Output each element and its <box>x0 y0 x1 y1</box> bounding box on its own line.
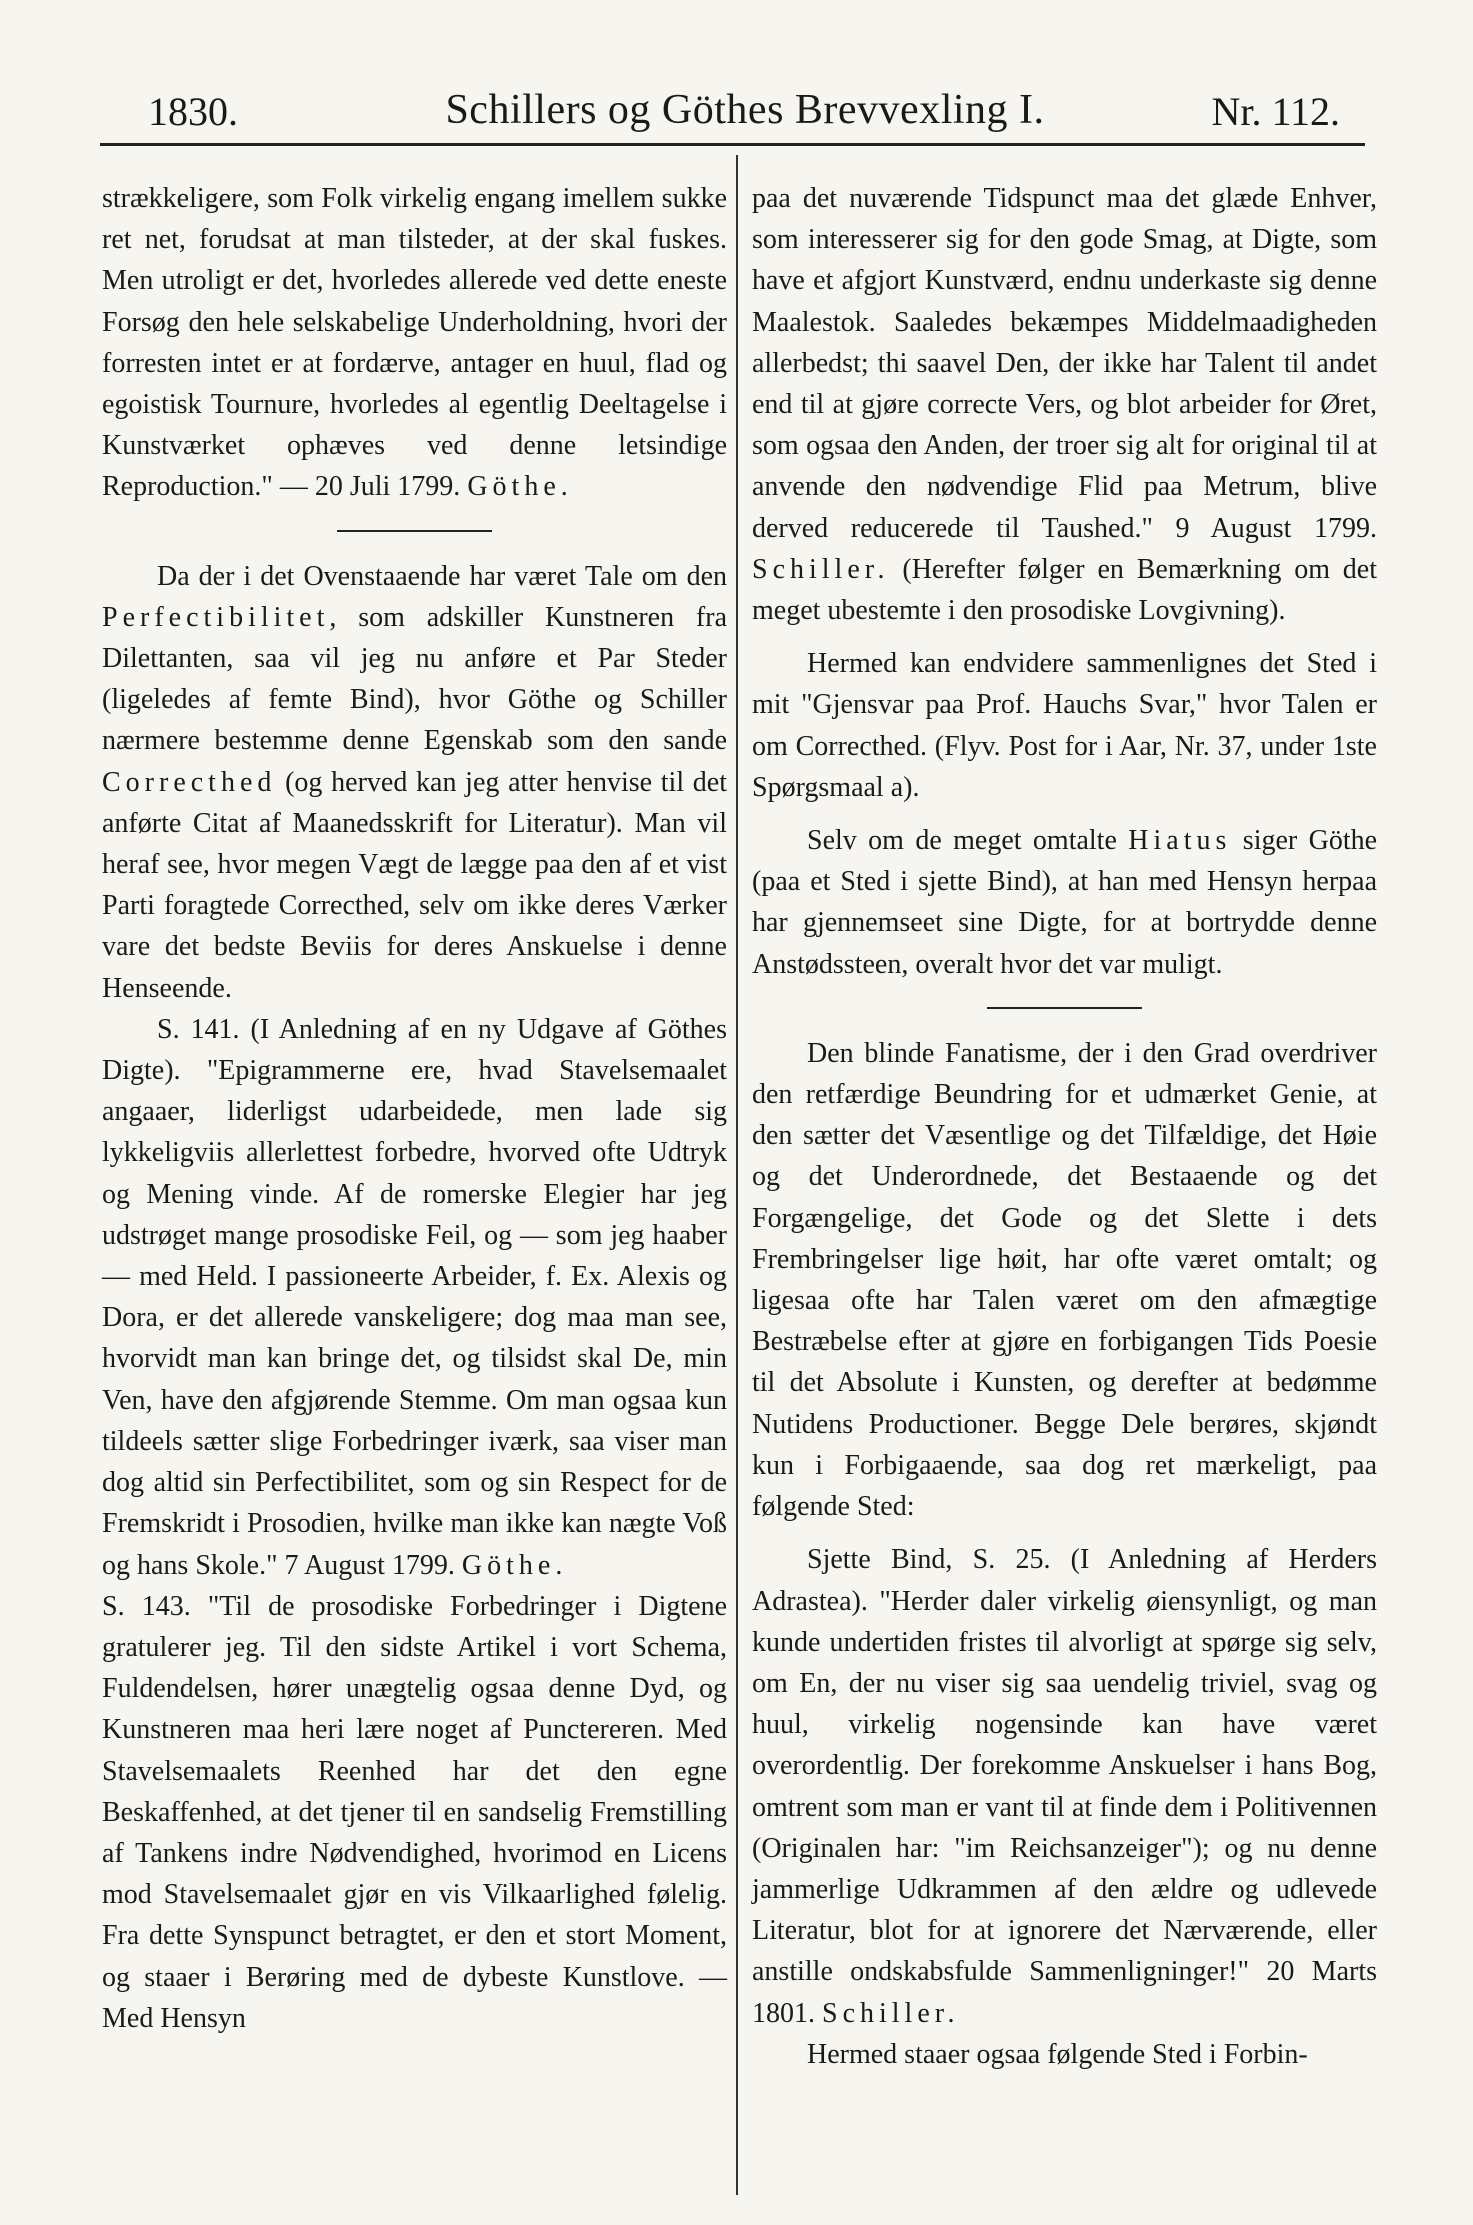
left-column <box>102 178 727 2039</box>
column-divider <box>736 155 738 2195</box>
paragraph-text: siger Göthe (paa et Sted i sjette Bind), at han med Hensyn herpaa har gjennemseet sine Digte, for at bortrydde denne Anstødssteen, overalt hvor det var muligt. <box>752 825 1378 980</box>
paragraph-text: (I Anledning af en ny Udgave af Göthes Digte). "Epigrammerne ere, hvad Stavelsemaalet angaaer, liderligst udarbeidede, men lade sig lykkeligviis allerlettest forbedre, hvorved ofte Udtryk og Mening vinde. Af de romerske Elegier har jeg udstrøget mange prosodiske Feil, og — som jeg haaber — med Held. I passioneerte Arbeider, f. Ex. Alexis og Dora, er det allerede vanskeligere; dog maa man see, hvorvidt man kan bringe det, og tilsidst skal De, min Ven, have den afgjørende Stemme. Om man ogsaa kun tildeels sætter slige Forbedringer iværk, saa viser man dog altid sin Perfectibilitet, som og sin Respect for de Fremskridt i Prosodien, hvilke man ikke kan nægte Voß og hans Skole." 7 August 1799. <box>102 1013 727 1581</box>
paragraph-text: (Herefter følger en Bemærkning om det meget ubestemte i den prosodiske Lovgivning). <box>752 553 1378 627</box>
paragraph-text: , som adskiller Kunstneren fra Dilettanten, saa vil jeg nu anføre et Par Steder (ligeledes af femte Bind), hvor Göthe og Schiller nærmere bestemme denne Egenskab som den sande <box>102 601 727 757</box>
paragraph <box>752 1539 1377 2033</box>
header-year: 1830. <box>148 89 238 134</box>
paragraph <box>102 556 727 1009</box>
signature: Schiller. <box>822 1997 960 2029</box>
paragraph-text: Da der i det Ovenstaaende har været Tale om den <box>157 560 727 592</box>
paragraph <box>102 178 727 508</box>
signature: Göthe. <box>467 471 573 503</box>
right-column <box>752 178 1377 2075</box>
paragraph-text: Selv om de meget omtalte <box>807 825 1117 857</box>
running-header <box>140 82 1350 142</box>
header-title: Schillers og Göthes Brevvexling I. <box>445 87 1045 133</box>
paragraph-text: (I Anledning af Herders Adrastea). "Herder daler virkelig øiensynligt, og man kunde undertiden fristes til alvorligt at spørge sig selv, om En, der nu viser sig saa uendelig triviel, svag og huul, virkelig nogensinde kan have været overordentlig. Der forekomme Anskuelser i hans Bog, omtrent som man er vant til at finde dem i Politivennen (Originalen har: "im Reichsanzeiger"); og nu denne jammerlige Udkrammen af den ældre og udlevede Literatur, blot for at ignorere det Nærværende, eller anstille ondskabsfulde Sammenligninger!" 20 Marts 1801. <box>752 1544 1378 2029</box>
section-separator <box>987 1007 1142 1009</box>
header-number: Nr. 112. <box>1211 89 1340 134</box>
paragraph-text: paa det nuværende Tidspunct maa det glæde Enhver, som interesserer sig for den gode Smag, at Digte, som have et afgjort Kunstværd, endnu underkaste sig denne Maalestok. Saaledes bekæmpes Middelmaadigheden allerbedst; thi saavel Den, der ikke har Talent til andet end til at gjøre correcte Vers, og blot arbeider for Øret, som ogsaa den Anden, der troer sig alt for original til at anvende den nødvendige Flid paa Metrum, blive derved reducerede til Taushed." 9 August 1799. <box>752 183 1377 544</box>
paragraph <box>102 1009 727 1586</box>
paragraph-text: strækkeligere, som Folk virkelig engang imellem sukke ret net, forudsat at man tilsteder, at der skal fuskes. Men utroligt er det, hvorledes allerede ved dette eneste Forsøg den hele selskabelige Underholdning, hvori der forresten intet er at fordærve, antager en huul, flad og egoistisk Tournure, hvorledes al egentlig Deeltagelse i Kunstværket ophæves ved denne letsindige Reproduction." — 20 Juli 1799. <box>102 183 727 503</box>
paragraph <box>752 643 1377 808</box>
paragraph-text: Den blinde Fanatisme, der i den Grad overdriver den retfærdige Beundring for et udmærket Genie, at den sætter det Væsentlige og det Tilfældige, det Høie og det Underordnede, det Bestaaende og det Forgængelige, det Gode og det Slette i dets Frembringelser lige høit, har ofte været omtalt; og ligesaa ofte har Talen været om den afmægtige Bestræbelse efter at gjøre en forbigangen Tids Poesie til det Absolute i Kunsten, og derefter at bedømme Nutidens Productioner. Begge Dele berøres, skjøndt kun i Forbigaaende, saa dog ret mærkeligt, paa følgende Sted: <box>752 1037 1377 1523</box>
paragraph <box>752 820 1377 985</box>
section-separator <box>337 530 492 532</box>
emphasized-term: Correcthed <box>102 766 277 798</box>
emphasized-term: Perfectibilitet <box>102 601 330 633</box>
page-reference: S. 143. <box>102 1590 191 1622</box>
page-reference: S. 141. <box>157 1013 240 1045</box>
paragraph <box>752 178 1377 631</box>
page-reference: Sjette Bind, S. 25. <box>807 1544 1051 1576</box>
emphasized-term: Hiatus <box>1128 825 1232 857</box>
paragraph-text: Hermed kan endvidere sammenlignes det Sted i mit "Gjensvar paa Prof. Hauchs Svar," hvor Talen er om Correcthed. (Flyv. Post for i Aar, Nr. 37, under 1ste Spørgsmaal a). <box>752 648 1377 803</box>
paragraph <box>102 1586 727 2039</box>
paragraph <box>752 1033 1377 1527</box>
paragraph-text: "Til de prosodiske Forbedringer i Digtene gratulerer jeg. Til den sidste Artikel i vort Schema, Fuldendelsen, hører unægtelig ogsaa denne Dyd, og Kunstneren maa heri lære noget af Punctereren. Med Stavelsemaalets Reenhed har det den egne Beskaffenhed, at det tjener til en sandselig Fremstilling af Tankens indre Nødvendighed, hvorimod en Licens mod Stavelsemaalet gjør en vis Vilkaarlighed følelig. Fra dette Synspunct betragtet, er den et stort Moment, og staaer i Berøring med de dybeste Kunstlove. — Med Hensyn <box>102 1590 728 2034</box>
signature: Schiller. <box>752 553 890 585</box>
signature: Göthe. <box>461 1549 568 1581</box>
paragraph-text: (og herved kan jeg atter henvise til det anførte Citat af Maanedsskrift for Literatur). Man vil heraf see, hvor megen Vægt de lægge paa den af et vist Parti foragtede Correcthed, selv om ikke deres Værker vare det bedste Beviis for deres Anskuelse i denne Henseende. <box>102 766 728 1004</box>
paragraph <box>752 2034 1377 2075</box>
header-rule <box>100 143 1365 146</box>
paragraph-text: Hermed staaer ogsaa følgende Sted i Forbin- <box>807 2038 1308 2070</box>
